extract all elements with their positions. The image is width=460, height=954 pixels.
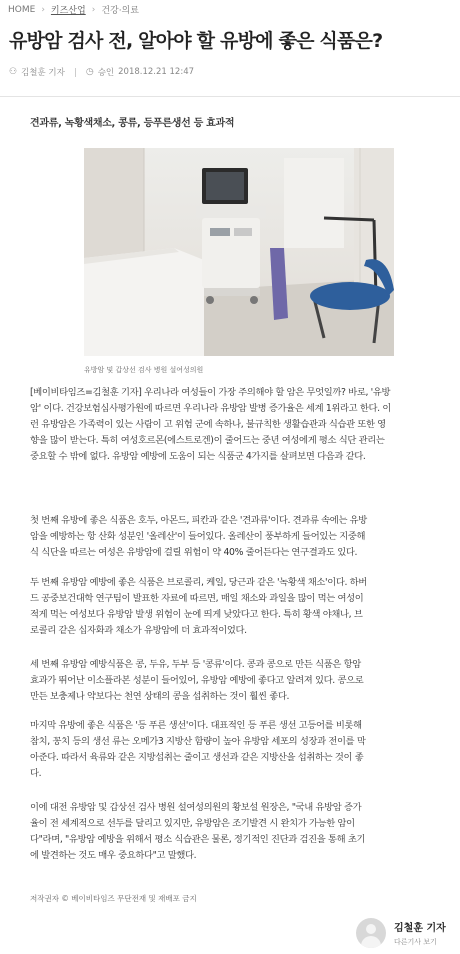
paragraph-line: 첫 번째 유방에 좋은 식품은 호두, 아몬드, 피칸과 같은 '견과류'이다. 견과류 속에는 유방 (30, 515, 367, 526)
article-paragraph-1 (30, 385, 448, 465)
article-paragraph-5 (30, 718, 448, 782)
author-text (394, 919, 446, 947)
article-title: 유방암 검사 전, 알아야 할 유방에 좋은 식품은? (9, 30, 383, 52)
article-meta (9, 66, 194, 78)
breadcrumb-home[interactable]: HOME (8, 4, 36, 15)
avatar-head (366, 924, 376, 934)
paragraph-line: [베이비타임즈=김철훈 기자] 우리나라 여성들이 가장 주의해야 할 암은 무엇일까? 바로, '유방 (30, 387, 391, 398)
header-divider (0, 96, 460, 97)
author-name: 김철훈 기자 (394, 923, 446, 934)
article-paragraph-3 (30, 575, 448, 639)
paragraph-line: 런 유방암은 가족력이 있는 사람이 고 위험 군에 속하나, 불규칙한 생활습관과 식습관 또한 영 (30, 419, 386, 430)
author-box[interactable] (356, 918, 446, 948)
paragraph-line: 식 식단을 따르는 여성은 유방암에 걸릴 위험이 약 40% 줄어든다는 연구결과도 있다. (30, 547, 358, 558)
clock-icon: ◷ (85, 67, 94, 77)
paragraph-line: 향을 많이 받는다. 특히 여성호르몬(에스트로겐)이 줄어드는 중년 여성에게 평소 식단 관리는 (30, 435, 385, 446)
paragraph-line: 아준다. 따라서 육류와 같은 지방섭취는 줄이고 생선과 같은 지방산을 섭취하는 것이 좋 (30, 752, 364, 763)
photo-caption: 유방암 및 갑상선 검사 병원 설여성의원 (84, 366, 204, 374)
article-paragraph-4 (30, 657, 448, 705)
breadcrumb-subsection[interactable]: 건강·의료 (101, 6, 139, 16)
breadcrumb (8, 3, 139, 16)
avatar-body (361, 936, 381, 948)
chevron-right-icon: › (91, 4, 96, 15)
paragraph-line: 중요할 수 밖에 없다. 유방암 예방에 도움이 되는 식품군 4가지를 살펴보면 다음과 같다. (30, 451, 366, 462)
paragraph-line: 효과가 뛰어난 이소플라본 성분이 들어있어, 유방암 예방에 좋다고 알려져 있다. 콩으로 (30, 675, 364, 686)
paragraph-line: 참치, 꽁치 등의 생선 류는 오메가3 지방산 함량이 높아 유방암 세포의 성장과 전이를 막 (30, 736, 366, 747)
article-subtitle: 견과류, 녹황색채소, 콩류, 등푸른생선 등 효과적 (30, 118, 235, 129)
paragraph-line: 에 발견하는 것도 매우 중요하다"고 말했다. (30, 850, 197, 861)
paragraph-line: 다"라며, "유방암 예방을 위해서 평소 식습관은 물론, 정기적인 진단과 검진을 통해 초기 (30, 834, 366, 845)
paragraph-line: 이에 대전 유방암 및 갑상선 검사 병원 설여성의원의 황보설 원장은, "국내 유방암 증가 (30, 802, 362, 813)
meta-divider (75, 68, 76, 77)
avatar (356, 918, 386, 948)
paragraph-line: 세 번째 유방암 예방식품은 콩, 두유, 두부 등 '콩류'이다. 콩과 콩으로 만든 식품은 항암 (30, 659, 361, 670)
paragraph-line: 율이 전 세계적으로 선두를 달리고 있지만, 유방암은 조기발견 시 완치가 가능한 암이 (30, 818, 355, 829)
article-paragraph-2 (30, 513, 448, 561)
paragraph-line: 두 번째 유방암 예방에 좋은 식품은 브로콜리, 케일, 당근과 같은 '녹황색 채소'이다. 하버 (30, 577, 367, 588)
clinic-room-illustration (84, 148, 394, 356)
reporter-name: 김철훈 기자 (21, 68, 65, 78)
paragraph-line: 다. (30, 768, 42, 779)
breadcrumb-section[interactable]: 키즈산업 (50, 6, 86, 16)
approved-label: 승인 (97, 68, 115, 78)
paragraph-line: 암을 예방하는 항 산화 성분인 '올레산'이 들어있다. 올레산이 풍부하게 들어있는 지중해 (30, 531, 366, 542)
paragraph-line: 암' 이다. 건강보험심사평가원에 따르면 우리나라 유방암 발병 증가율은 세계 1위라고 한다. 이 (30, 403, 391, 414)
article-photo (84, 148, 394, 356)
paragraph-line: 마지막 유방에 좋은 식품은 '등 푸른 생선'이다. 대표적인 등 푸른 생선 고등어를 비롯해 (30, 720, 362, 731)
paragraph-line: 적게 먹는 여성보다 유방암 발생 위험이 눈에 띄게 낮았다고 한다. 특히 황색 야채나, 브 (30, 609, 363, 620)
chevron-right-icon: › (41, 4, 45, 15)
paragraph-line: 로콜리 같은 십자화과 채소가 유방암에 더 효과적이었다. (30, 625, 247, 636)
copyright-notice: 저작권자 © 베이비타임즈 무단전재 및 재배포 금지 (30, 894, 197, 903)
more-articles-link[interactable]: 다른기사 보기 (394, 938, 437, 946)
article-paragraph-6 (30, 800, 448, 864)
user-icon: ⚇ (9, 67, 18, 77)
approved-date: 2018.12.21 12:47 (118, 67, 195, 77)
paragraph-line: 만든 보충제나 약보다는 천연 상태의 콩을 섭취하는 것이 훨씬 좋다. (30, 691, 290, 702)
paragraph-line: 드 공중보건대학 연구팀이 발표한 자료에 따르면, 매일 채소와 과일을 많이 먹는 여성이 (30, 593, 364, 604)
